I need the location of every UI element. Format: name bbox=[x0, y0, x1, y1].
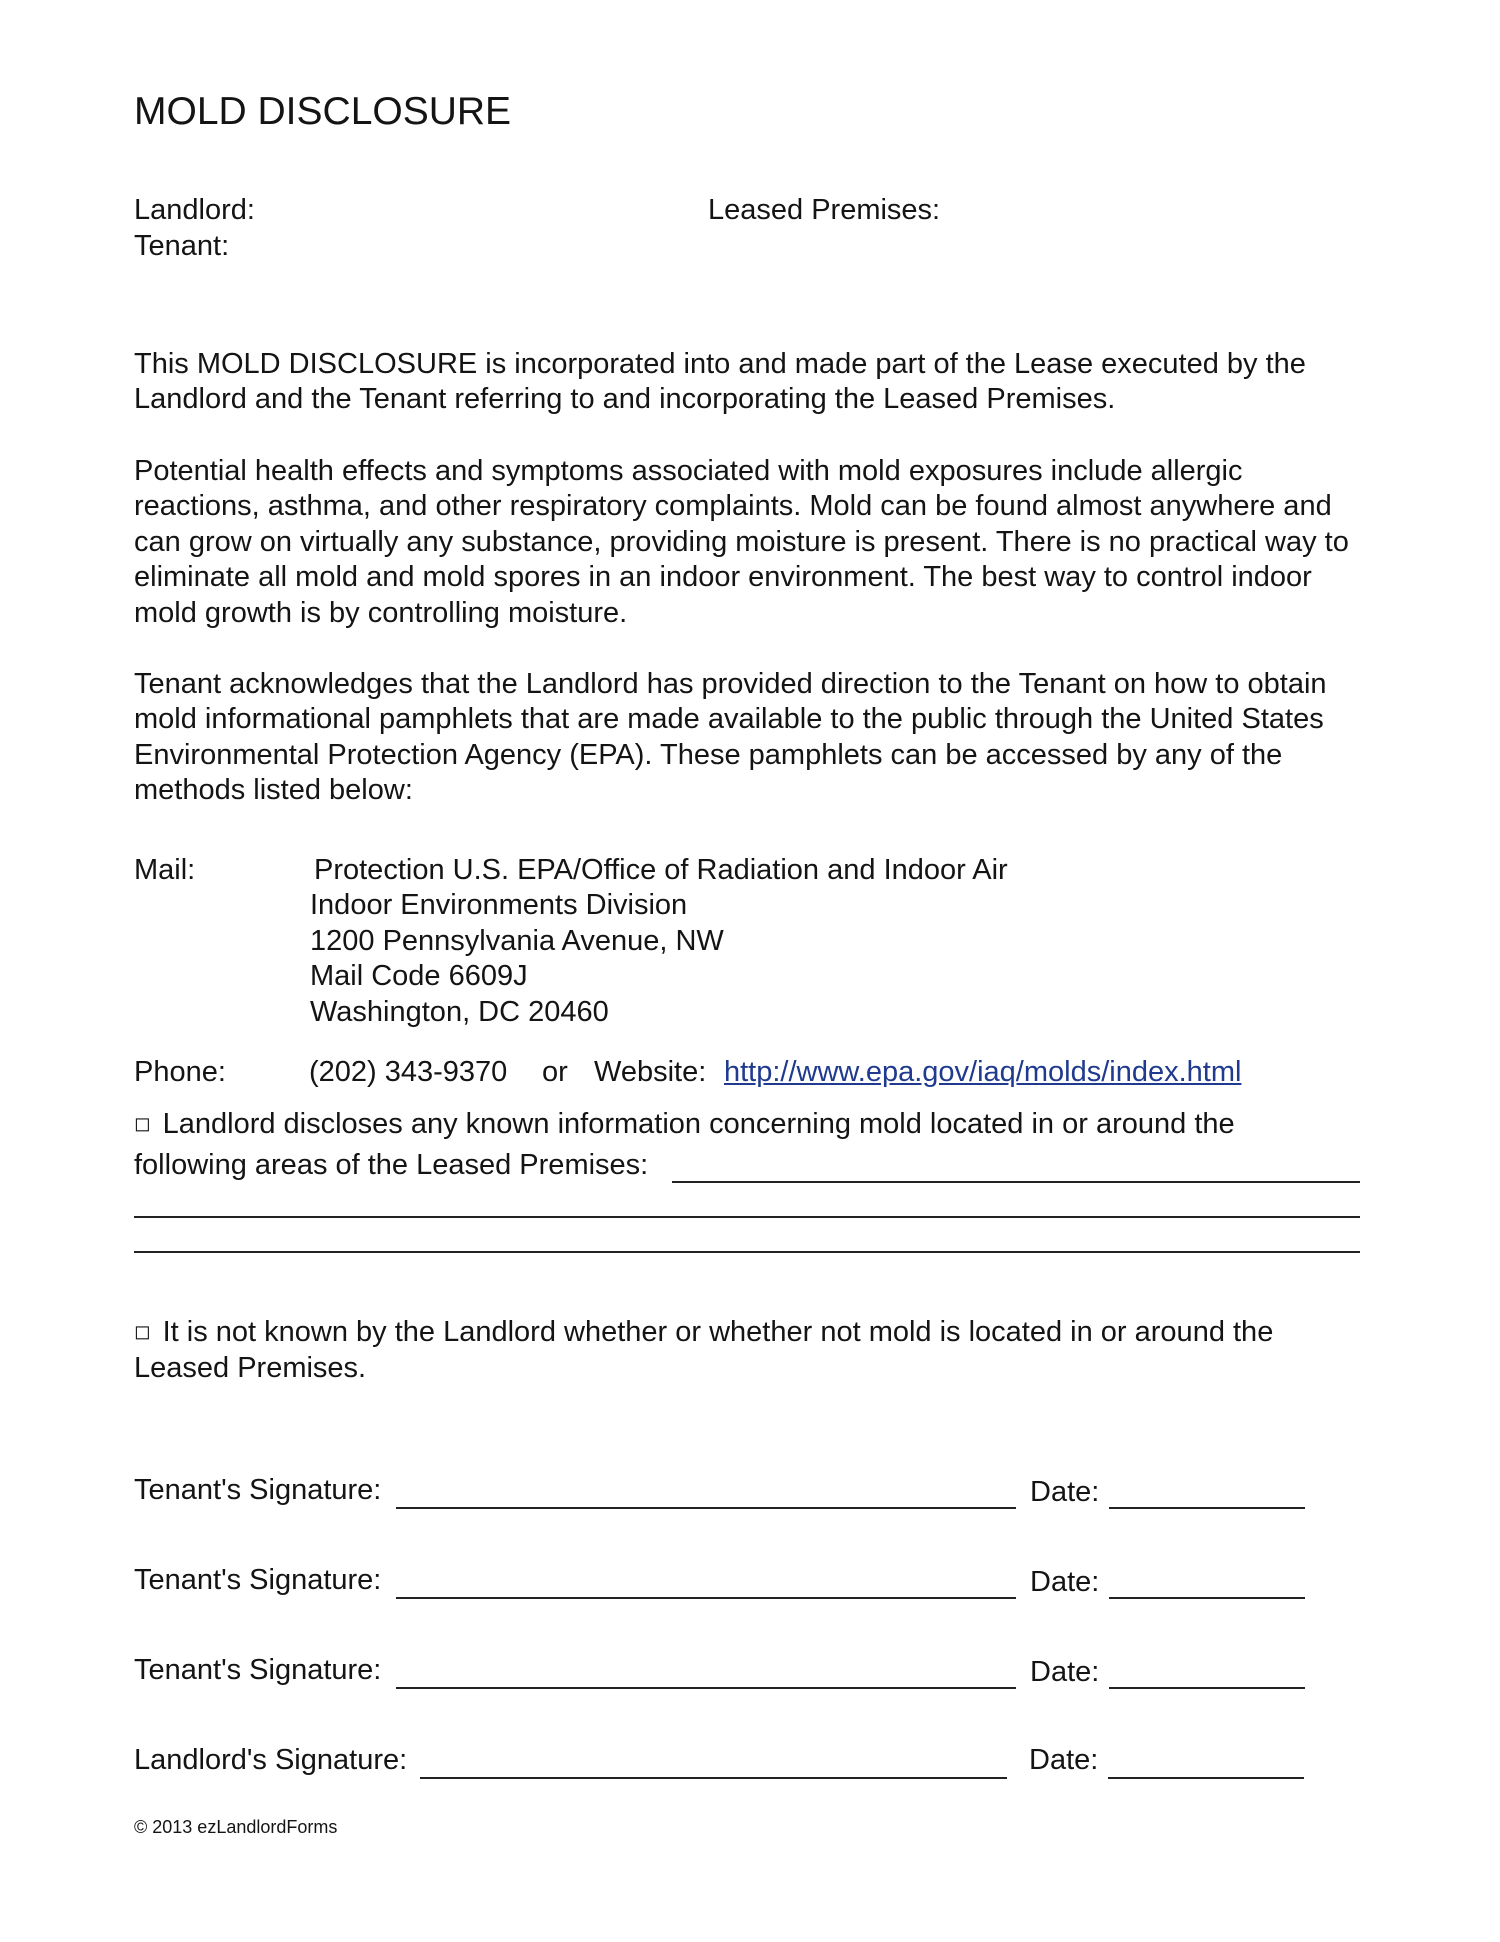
mail-address bbox=[310, 853, 1008, 1030]
option-known-line bbox=[134, 1106, 1235, 1142]
acknowledge-line: Tenant acknowledges that the Landlord has provided direction to the Tenant on how to obtain bbox=[134, 668, 1327, 700]
signature-label: Tenant's Signature: bbox=[134, 1474, 382, 1506]
health-line: eliminate all mold and mold spores in an indoor environment. The best way to control indoor bbox=[134, 561, 1312, 594]
signature-label: Tenant's Signature: bbox=[134, 1654, 382, 1686]
checkbox-icon[interactable]: ◻ bbox=[134, 1113, 151, 1135]
date-label: Date: bbox=[1030, 1476, 1100, 1508]
phone-label: Phone: bbox=[134, 1056, 226, 1088]
signature-line[interactable] bbox=[396, 1597, 1016, 1599]
date-line[interactable] bbox=[1108, 1777, 1304, 1779]
health-line: can grow on virtually any substance, providing moisture is present. There is no practical way to bbox=[134, 525, 1349, 558]
option-unknown-text: It is not known by the Landlord whether or whether not mold is located in or around the bbox=[162, 1316, 1274, 1348]
acknowledge-line: Environmental Protection Agency (EPA). These pamphlets can be accessed by any of the bbox=[134, 738, 1283, 771]
phone-number: (202) 343-9370 bbox=[309, 1056, 508, 1088]
landlord-label: Landlord: bbox=[134, 194, 255, 226]
health-line: Potential health effects and symptoms associated with mold exposures include allergic bbox=[134, 455, 1243, 487]
signature-label: Tenant's Signature: bbox=[134, 1564, 382, 1596]
copyright-footer: © 2013 ezLandlordForms bbox=[134, 1817, 338, 1837]
date-label: Date: bbox=[1029, 1744, 1099, 1776]
health-paragraph bbox=[134, 454, 1384, 631]
date-label: Date: bbox=[1030, 1566, 1100, 1598]
signature-line[interactable] bbox=[396, 1507, 1016, 1509]
acknowledge-line: mold informational pamphlets that are made available to the public through the United States bbox=[134, 703, 1324, 736]
intro-line: This MOLD DISCLOSURE is incorporated into and made part of the Lease executed by the bbox=[134, 348, 1306, 380]
document-title: MOLD DISCLOSURE bbox=[134, 90, 512, 133]
mail-address-line: Mail Code 6609J bbox=[310, 960, 528, 993]
option-known-text: Landlord discloses any known information concerning mold located in or around the bbox=[162, 1108, 1235, 1140]
mail-address-line: Washington, DC 20460 bbox=[310, 995, 609, 1028]
mold-areas-blank-line[interactable] bbox=[672, 1181, 1360, 1183]
health-line: mold growth is by controlling moisture. bbox=[134, 596, 628, 629]
website-label: Website: bbox=[594, 1056, 707, 1088]
health-line: reactions, asthma, and other respiratory complaints. Mold can be found almost anywhere and bbox=[134, 490, 1332, 523]
leased-premises-label: Leased Premises: bbox=[708, 194, 941, 226]
mail-address-line: Indoor Environments Division bbox=[310, 889, 688, 922]
option-unknown-continuation: Leased Premises. bbox=[134, 1352, 367, 1384]
intro-line: Landlord and the Tenant referring to and incorporating the Leased Premises. bbox=[134, 383, 1116, 416]
checkbox-icon[interactable]: ◻ bbox=[134, 1321, 151, 1343]
acknowledge-paragraph bbox=[134, 667, 1384, 809]
mail-address-line: 1200 Pennsylvania Avenue, NW bbox=[310, 924, 724, 957]
date-line[interactable] bbox=[1109, 1597, 1305, 1599]
option-unknown-line bbox=[134, 1314, 1273, 1350]
tenant-label: Tenant: bbox=[134, 230, 230, 262]
mail-address-line: Protection U.S. EPA/Office of Radiation and Indoor Air bbox=[314, 854, 1008, 886]
intro-paragraph bbox=[134, 347, 1384, 418]
date-line[interactable] bbox=[1109, 1687, 1305, 1689]
date-label: Date: bbox=[1030, 1656, 1100, 1688]
website-link[interactable]: http://www.epa.gov/iaq/molds/index.html bbox=[724, 1056, 1242, 1088]
signature-line[interactable] bbox=[420, 1777, 1007, 1779]
mold-areas-blank-line[interactable] bbox=[134, 1251, 1360, 1253]
date-line[interactable] bbox=[1109, 1507, 1305, 1509]
acknowledge-line: methods listed below: bbox=[134, 774, 413, 807]
mail-label: Mail: bbox=[134, 854, 196, 886]
signature-label: Landlord's Signature: bbox=[134, 1744, 408, 1776]
option-known-continuation: following areas of the Leased Premises: bbox=[134, 1149, 649, 1181]
signature-line[interactable] bbox=[396, 1687, 1016, 1689]
or-text: or bbox=[542, 1056, 568, 1088]
mold-areas-blank-line[interactable] bbox=[134, 1216, 1360, 1218]
